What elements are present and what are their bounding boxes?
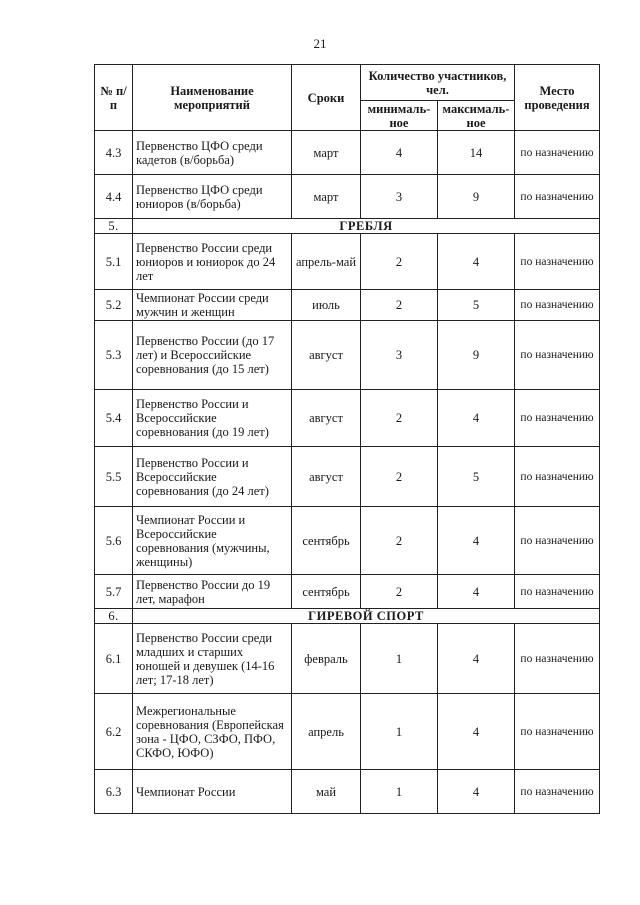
event-place: по назначению [515, 131, 600, 175]
event-date: февраль [292, 624, 361, 694]
section-number: 6. [95, 609, 133, 624]
row-number: 5.4 [95, 390, 133, 447]
participants-min: 3 [361, 321, 438, 390]
header-place: Место проведения [515, 65, 600, 131]
participants-max: 4 [438, 694, 515, 770]
section-row [95, 609, 600, 624]
participants-max: 9 [438, 321, 515, 390]
header-max: максималь-ное [438, 101, 515, 131]
header-name: Наименование мероприятий [133, 65, 292, 131]
event-place: по назначению [515, 321, 600, 390]
participants-max: 14 [438, 131, 515, 175]
event-place: по назначению [515, 290, 600, 321]
event-date: март [292, 131, 361, 175]
event-name: Первенство России до 19 лет, марафон [133, 575, 292, 609]
participants-max: 4 [438, 507, 515, 575]
event-place: по назначению [515, 770, 600, 814]
event-name: Первенство России и Всероссийские соревнования (до 19 лет) [133, 390, 292, 447]
event-date: апрель [292, 694, 361, 770]
participants-max: 4 [438, 770, 515, 814]
participants-min: 2 [361, 290, 438, 321]
event-name: Чемпионат России среди мужчин и женщин [133, 290, 292, 321]
section-title: ГРЕБЛЯ [133, 219, 600, 234]
events-table [94, 64, 600, 814]
row-number: 5.7 [95, 575, 133, 609]
participants-max: 4 [438, 234, 515, 290]
table-body [95, 131, 600, 814]
row-number: 4.4 [95, 175, 133, 219]
row-number: 5.6 [95, 507, 133, 575]
header-participants-count: Количество участников, чел. [361, 65, 515, 101]
event-name: Первенство ЦФО среди юниоров (в/борьба) [133, 175, 292, 219]
participants-max: 4 [438, 624, 515, 694]
table-row [95, 131, 600, 175]
row-number: 5.3 [95, 321, 133, 390]
participants-max: 5 [438, 290, 515, 321]
event-date: август [292, 321, 361, 390]
event-name: Чемпионат России и Всероссийские соревнования (мужчины, женщины) [133, 507, 292, 575]
row-number: 6.3 [95, 770, 133, 814]
table-row [95, 321, 600, 390]
event-name: Чемпионат России [133, 770, 292, 814]
event-date: июль [292, 290, 361, 321]
event-place: по назначению [515, 175, 600, 219]
participants-min: 2 [361, 234, 438, 290]
event-name: Первенство России среди младших и старших юношей и девушек (14-16 лет; 17-18 лет) [133, 624, 292, 694]
table-row [95, 575, 600, 609]
section-number: 5. [95, 219, 133, 234]
row-number: 4.3 [95, 131, 133, 175]
event-place: по назначению [515, 234, 600, 290]
page-number: 21 [313, 36, 327, 51]
table-row [95, 234, 600, 290]
header-min: минималь-ное [361, 101, 438, 131]
table-header [95, 65, 600, 131]
event-name: Первенство ЦФО среди кадетов (в/борьба) [133, 131, 292, 175]
event-date: апрель-май [292, 234, 361, 290]
event-name: Первенство России и Всероссийские соревнования (до 24 лет) [133, 447, 292, 507]
row-number: 5.2 [95, 290, 133, 321]
participants-max: 5 [438, 447, 515, 507]
table-row [95, 390, 600, 447]
participants-min: 2 [361, 390, 438, 447]
row-number: 5.5 [95, 447, 133, 507]
participants-min: 3 [361, 175, 438, 219]
row-number: 5.1 [95, 234, 133, 290]
table-row [95, 290, 600, 321]
event-date: март [292, 175, 361, 219]
table-row [95, 770, 600, 814]
table-row [95, 447, 600, 507]
table-row [95, 507, 600, 575]
participants-min: 2 [361, 575, 438, 609]
event-place: по назначению [515, 507, 600, 575]
event-date: май [292, 770, 361, 814]
event-date: август [292, 447, 361, 507]
event-place: по назначению [515, 624, 600, 694]
event-name: Первенство России среди юниоров и юниорок до 24 лет [133, 234, 292, 290]
participants-min: 1 [361, 624, 438, 694]
participants-min: 1 [361, 694, 438, 770]
event-date: август [292, 390, 361, 447]
row-number: 6.2 [95, 694, 133, 770]
participants-min: 2 [361, 447, 438, 507]
section-row [95, 219, 600, 234]
event-name: Межрегиональные соревнования (Европейская зона - ЦФО, СЗФО, ПФО, СКФО, ЮФО) [133, 694, 292, 770]
event-date: сентябрь [292, 575, 361, 609]
event-place: по назначению [515, 575, 600, 609]
event-place: по назначению [515, 390, 600, 447]
table-row [95, 175, 600, 219]
participants-max: 9 [438, 175, 515, 219]
table-row [95, 624, 600, 694]
event-place: по назначению [515, 447, 600, 507]
header-num: № п/п [95, 65, 133, 131]
participants-min: 2 [361, 507, 438, 575]
table-row [95, 694, 600, 770]
event-date: сентябрь [292, 507, 361, 575]
event-place: по назначению [515, 694, 600, 770]
section-title: ГИРЕВОЙ СПОРТ [133, 609, 600, 624]
event-name: Первенство России (до 17 лет) и Всероссийские соревнования (до 15 лет) [133, 321, 292, 390]
participants-max: 4 [438, 390, 515, 447]
participants-min: 4 [361, 131, 438, 175]
row-number: 6.1 [95, 624, 133, 694]
participants-max: 4 [438, 575, 515, 609]
participants-min: 1 [361, 770, 438, 814]
header-date: Сроки [292, 65, 361, 131]
